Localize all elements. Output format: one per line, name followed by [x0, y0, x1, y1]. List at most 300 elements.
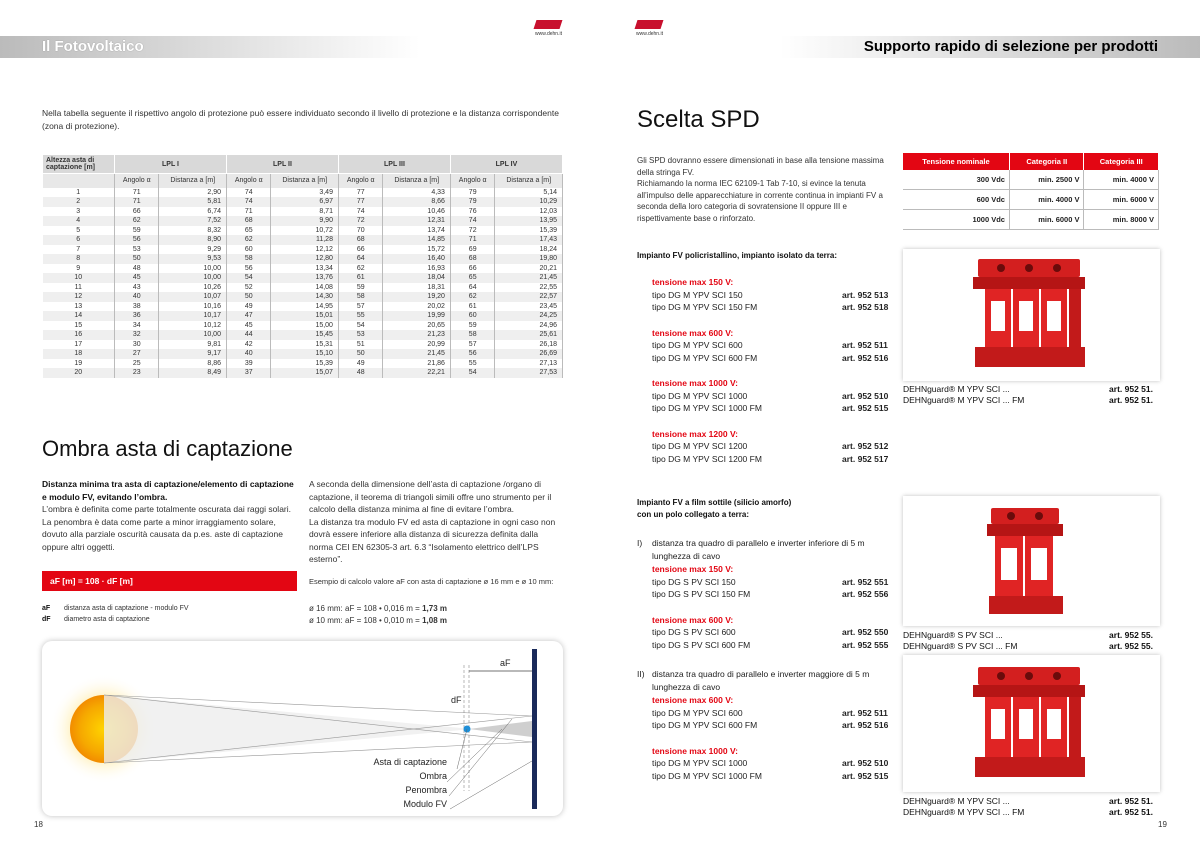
table-cell: 59: [115, 226, 159, 236]
col2-text2: La distanza tra modulo FV ed asta di captazione in ogni caso non dovrà essere inferiore alla distanza di sicurezza definita dalla norma CEI EN 62305-3 art. 6.3 “Isolamento elettrico dell’LPS esterno”.: [309, 516, 556, 564]
table-cell: 48: [338, 368, 382, 378]
table-cell: 56: [450, 349, 494, 359]
table-cell: 12,12: [271, 245, 339, 255]
note2: II) distanza tra quadro di parallelo e inverter maggiore di 5 m lunghezza di cavo: [637, 669, 870, 692]
table-cell: 72: [450, 226, 494, 236]
table-cell: min. 6000 V: [1084, 190, 1159, 210]
table-cell: 8,49: [159, 368, 227, 378]
table-cell: 13,74: [383, 226, 451, 236]
caption1: [903, 384, 1153, 406]
table-cell: 68: [338, 235, 382, 245]
table-cell: 74: [226, 188, 270, 198]
table-cell: min. 4000 V: [1084, 170, 1159, 190]
table-cell: 11: [43, 283, 115, 293]
table-cell: 8,86: [159, 359, 227, 369]
subheader-cell: Distanza a [m]: [271, 174, 339, 188]
table-cell: 52: [226, 283, 270, 293]
table-cell: 25: [115, 359, 159, 369]
table-cell: 12: [43, 292, 115, 302]
caption-row: DEHNguard® S PV SCI ... FM art. 952 55.: [903, 641, 1153, 651]
table-cell: 14: [43, 311, 115, 321]
table-cell: 62: [226, 235, 270, 245]
table-cell: 19: [43, 359, 115, 369]
table-cell: 10: [43, 273, 115, 283]
table-cell: 68: [450, 254, 494, 264]
table-cell: 17: [43, 340, 115, 350]
table-row: [903, 210, 1159, 230]
table-cell: 8: [43, 254, 115, 264]
table-cell: 77: [338, 197, 382, 207]
product-row: tipo DG S PV SCI 600 FM art. 952 555: [652, 639, 889, 650]
subheader-cell: Angolo α: [115, 174, 159, 188]
table-cell: 51: [338, 340, 382, 350]
table-cell: min. 2500 V: [1009, 170, 1084, 190]
table-cell: 25,61: [495, 330, 563, 340]
spd-text: [637, 155, 892, 224]
table-cell: 16: [43, 330, 115, 340]
example-text: Esempio di calcolo valore aF con asta di captazione ø 16 mm e ø 10 mm:: [309, 577, 554, 586]
table-cell: 24,96: [495, 321, 563, 331]
table-cell: 15: [43, 321, 115, 331]
table-cell: 19,20: [383, 292, 451, 302]
table-cell: 65: [226, 226, 270, 236]
table-cell: 3: [43, 207, 115, 217]
dehn-logo: www.dehn.it: [535, 20, 565, 40]
table-cell: 26,18: [495, 340, 563, 350]
pv-module: [532, 649, 537, 809]
table-row: [903, 190, 1159, 210]
table-cell: 4,33: [383, 188, 451, 198]
table-cell: 10,17: [159, 311, 227, 321]
table-cell: 9,17: [159, 349, 227, 359]
a-label: aF: [500, 658, 511, 668]
table-cell: 57: [450, 340, 494, 350]
table-cell: 17,43: [495, 235, 563, 245]
table-cell: 21,23: [383, 330, 451, 340]
diagram-label: Ombra: [419, 771, 447, 781]
table-cell: min. 6000 V: [1009, 210, 1084, 230]
table-cell: 9: [43, 264, 115, 274]
table-cell: 32: [115, 330, 159, 340]
table-cell: 30: [115, 340, 159, 350]
table-cell: 20: [43, 368, 115, 378]
table-cell: 600 Vdc: [903, 190, 1009, 210]
table-row: [43, 235, 563, 245]
product-row: tipo DG M YPV SCI 1000 art. 952 510: [652, 758, 889, 768]
table-cell: 9,81: [159, 340, 227, 350]
table-cell: 24,25: [495, 311, 563, 321]
table-cell: 43: [115, 283, 159, 293]
table-cell: 23,45: [495, 302, 563, 312]
caption-row: DEHNguard® M YPV SCI ... FM art. 952 51.: [903, 807, 1153, 817]
table-row: [43, 321, 563, 331]
table-cell: 61: [338, 273, 382, 283]
caption-row: DEHNguard® M YPV SCI ... art. 952 51.: [903, 384, 1153, 394]
table-row: [43, 273, 563, 283]
voltage-label: tensione max 150 V:: [652, 277, 734, 287]
table-cell: 15,10: [271, 349, 339, 359]
subheader-cell: Angolo α: [450, 174, 494, 188]
table-row: [43, 368, 563, 378]
table-cell: 27: [115, 349, 159, 359]
diagram-label: Asta di captazione: [373, 757, 447, 767]
table-cell: 15,39: [495, 226, 563, 236]
block1-heading: Impianto FV policristallino, impianto isolato da terra:: [637, 251, 838, 260]
table-cell: 12,31: [383, 216, 451, 226]
caption-row: DEHNguard® M YPV SCI ... FM art. 952 51.: [903, 395, 1153, 405]
table-cell: 300 Vdc: [903, 170, 1009, 190]
table-cell: 58: [226, 254, 270, 264]
caption2: [903, 630, 1153, 652]
product-row: tipo DG M YPV SCI 1000 FM art. 952 515: [652, 770, 889, 781]
block1-list: [652, 276, 892, 465]
table-cell: 40: [226, 349, 270, 359]
voltage-label: tensione max 1200 V:: [652, 428, 738, 439]
protection-angle-table: [42, 154, 563, 378]
product-row: tipo DG M YPV SCI 1000 art. 952 510: [652, 390, 889, 401]
table-row: [43, 359, 563, 369]
table-cell: 15,07: [271, 368, 339, 378]
table-cell: 14,08: [271, 283, 339, 293]
table-cell: 9,90: [271, 216, 339, 226]
table-cell: 64: [338, 254, 382, 264]
table-cell: 18,24: [495, 245, 563, 255]
table-cell: 66: [450, 264, 494, 274]
table-cell: 20,99: [383, 340, 451, 350]
group-header: LPL III: [338, 155, 450, 174]
table-cell: 19,80: [495, 254, 563, 264]
table-cell: 71: [115, 197, 159, 207]
d-label: dF: [451, 695, 462, 705]
table-cell: 48: [115, 264, 159, 274]
table-row: [43, 245, 563, 255]
ombra-heading: Ombra asta di captazione: [42, 436, 293, 461]
table-cell: 34: [115, 321, 159, 331]
group-header: LPL IV: [450, 155, 562, 174]
table-cell: 56: [115, 235, 159, 245]
group-header: LPL II: [226, 155, 338, 174]
table-cell: 3,49: [271, 188, 339, 198]
subheader-cell: Angolo α: [338, 174, 382, 188]
table-cell: 6,97: [271, 197, 339, 207]
calc-row: ø 10 mm: aF = 108 • 0,010 m = 1,08 m: [309, 616, 447, 625]
block2b-list: [652, 694, 892, 782]
calc-results: [309, 603, 447, 627]
shadow-area: [469, 721, 532, 737]
product-row: tipo DG M YPV SCI 600 art. 952 511: [652, 707, 888, 718]
table-cell: 11,28: [271, 235, 339, 245]
table-cell: 45: [115, 273, 159, 283]
table-cell: 14,95: [271, 302, 339, 312]
table-cell: 13,76: [271, 273, 339, 283]
product-row: tipo DG M YPV SCI 150 art. 952 513: [652, 289, 889, 300]
table-cell: 50: [115, 254, 159, 264]
caption-row: DEHNguard® M YPV SCI ... art. 952 51.: [903, 796, 1153, 806]
voltage-label: tensione max 1000 V:: [652, 745, 738, 756]
table-cell: 50: [338, 349, 382, 359]
table-cell: 62: [450, 292, 494, 302]
table-cell: 66: [338, 245, 382, 255]
table-cell: 59: [450, 321, 494, 331]
table-cell: 74: [226, 197, 270, 207]
table-cell: 69: [450, 245, 494, 255]
table-cell: 54: [338, 321, 382, 331]
subheader-cell: Angolo α: [226, 174, 270, 188]
table-row: [43, 292, 563, 302]
table-cell: 12,03: [495, 207, 563, 217]
table-cell: 21,45: [383, 349, 451, 359]
product-row: tipo DG M YPV SCI 600 FM art. 952 516: [652, 720, 889, 730]
page-number: 19: [1158, 820, 1167, 829]
table-row: [43, 254, 563, 264]
table-cell: 37: [226, 368, 270, 378]
table-row: [43, 197, 563, 207]
table-cell: 15,72: [383, 245, 451, 255]
table-cell: 44: [226, 330, 270, 340]
table-cell: 79: [450, 197, 494, 207]
table-cell: 22,21: [383, 368, 451, 378]
table-cell: 27,13: [495, 359, 563, 369]
table-cell: 58: [338, 292, 382, 302]
table-cell: 6: [43, 235, 115, 245]
ombra-col2: [309, 478, 564, 566]
formula-legend: [42, 603, 189, 625]
table-cell: 13,95: [495, 216, 563, 226]
shadow-diagram: [42, 641, 563, 816]
table-cell: 61: [450, 302, 494, 312]
light-rays: [104, 695, 472, 763]
table-cell: 76: [450, 207, 494, 217]
table-row: [43, 311, 563, 321]
table-cell: 8,71: [271, 207, 339, 217]
table-cell: 49: [226, 302, 270, 312]
scelta-heading: Scelta SPD: [637, 106, 760, 133]
table-cell: 23: [115, 368, 159, 378]
table-cell: 27,53: [495, 368, 563, 378]
table-cell: 15,00: [271, 321, 339, 331]
table-cell: 10,00: [159, 264, 227, 274]
table-row: [43, 188, 563, 198]
table-cell: 10,16: [159, 302, 227, 312]
table-cell: 8,32: [159, 226, 227, 236]
table-cell: 15,31: [271, 340, 339, 350]
table-row: [43, 207, 563, 217]
table-cell: 60: [226, 245, 270, 255]
table-cell: 5,81: [159, 197, 227, 207]
table-cell: 8,90: [159, 235, 227, 245]
table-cell: 20,02: [383, 302, 451, 312]
product-row: tipo DG M YPV SCI 600 FM art. 952 516: [652, 352, 889, 363]
section-title: Il Fotovoltaico: [42, 38, 144, 55]
table-cell: 10,00: [159, 273, 227, 283]
table-row: [43, 330, 563, 340]
table-cell: 18,31: [383, 283, 451, 293]
table-cell: min. 8000 V: [1084, 210, 1159, 230]
table-cell: 5: [43, 226, 115, 236]
table-cell: 4: [43, 216, 115, 226]
table-cell: 57: [338, 302, 382, 312]
table-cell: 79: [450, 188, 494, 198]
table-cell: 45: [226, 321, 270, 331]
page-number: 18: [34, 820, 43, 829]
table-cell: 53: [338, 330, 382, 340]
table-cell: 54: [450, 368, 494, 378]
subheader-cell: Distanza a [m]: [383, 174, 451, 188]
note1: I) distanza tra quadro di parallelo e inverter inferiore di 5 m lunghezza di cavo: [637, 538, 865, 561]
table-cell: 9,53: [159, 254, 227, 264]
table-cell: 50: [226, 292, 270, 302]
table-cell: 10,26: [159, 283, 227, 293]
table-row: [43, 302, 563, 312]
table-cell: 66: [115, 207, 159, 217]
table-cell: 12,80: [271, 254, 339, 264]
product-row: tipo DG M YPV SCI 1200 FM art. 952 517: [652, 453, 889, 464]
table-row: [43, 216, 563, 226]
section-title: Supporto rapido di selezione per prodotti: [863, 38, 1158, 55]
table-cell: 20,21: [495, 264, 563, 274]
table-cell: 26,69: [495, 349, 563, 359]
cat-header: Categoria III: [1084, 153, 1159, 170]
table-cell: 10,29: [495, 197, 563, 207]
table-cell: 15,39: [271, 359, 339, 369]
calc-row: ø 16 mm: aF = 108 • 0,016 m = 1,73 m: [309, 604, 447, 613]
legend-row: dF diametro asta di captazione: [42, 616, 150, 623]
table-cell: 13,34: [271, 264, 339, 274]
table-cell: 59: [338, 283, 382, 293]
table-cell: 74: [338, 207, 382, 217]
table-row: [43, 264, 563, 274]
spd-paragraph: Gli SPD dovranno essere dimensionati in base alla tensione massima della stringa FV.: [637, 156, 884, 177]
table-cell: 71: [226, 207, 270, 217]
table-cell: 5,14: [495, 188, 563, 198]
table-cell: 54: [226, 273, 270, 283]
subheader-cell: Distanza a [m]: [495, 174, 563, 188]
voltage-label: tensione max 600 V:: [652, 695, 734, 705]
table-cell: 22,57: [495, 292, 563, 302]
table-cell: 10,07: [159, 292, 227, 302]
table-cell: 56: [226, 264, 270, 274]
table-cell: 70: [338, 226, 382, 236]
caption3: [903, 796, 1153, 818]
table-cell: 62: [338, 264, 382, 274]
table-cell: 47: [226, 311, 270, 321]
spd-paragraph: Richiamando la norma IEC 62109-1 Tab 7-10, si evince la tenuta all’impulso delle apparecchiature in corrente continua in impianti FV a seconda della loro categoria di sovratensione II oppure III e rispettivamente base o rinforzato.: [637, 179, 883, 223]
table-cell: 7,52: [159, 216, 227, 226]
table-cell: 42: [226, 340, 270, 350]
voltage-label: tensione max 600 V:: [652, 614, 734, 625]
product-image: [903, 249, 1160, 381]
table-row: [43, 226, 563, 236]
table-cell: 68: [226, 216, 270, 226]
table-cell: 53: [115, 245, 159, 255]
table-cell: 10,72: [271, 226, 339, 236]
category-table: [903, 153, 1159, 230]
product-row: tipo DG S PV SCI 600 art. 952 550: [652, 627, 889, 637]
group-header: LPL I: [115, 155, 227, 174]
table-cell: 20,65: [383, 321, 451, 331]
block2-heading: Impianto FV a film sottile (silicio amorfo) con un polo collegato a terra:: [637, 498, 792, 519]
product-row: tipo DG M YPV SCI 1200 art. 952 512: [652, 441, 889, 451]
product-row: tipo DG M YPV SCI 1000 FM art. 952 515: [652, 403, 889, 413]
table-row: [43, 349, 563, 359]
table-cell: 13: [43, 302, 115, 312]
product-row: tipo DG M YPV SCI 150 FM art. 952 518: [652, 302, 889, 312]
table-cell: 49: [338, 359, 382, 369]
table-cell: 62: [115, 216, 159, 226]
table-cell: 55: [450, 359, 494, 369]
legend-row: aF distanza asta di captazione - modulo FV: [42, 605, 189, 612]
table-cell: 9,29: [159, 245, 227, 255]
formula-box: aF [m] = 108 · dF [m]: [42, 571, 297, 591]
table-row: [43, 283, 563, 293]
diagram-label: Penombra: [405, 785, 447, 795]
table-cell: 18,04: [383, 273, 451, 283]
table-cell: 19,99: [383, 311, 451, 321]
diagram-label: Modulo FV: [403, 799, 447, 809]
table-cell: 71: [450, 235, 494, 245]
table-cell: 77: [338, 188, 382, 198]
table-row: [903, 170, 1159, 190]
voltage-label: tensione max 600 V:: [652, 327, 734, 338]
table-cell: min. 4000 V: [1009, 190, 1084, 210]
table-cell: 10,12: [159, 321, 227, 331]
table-cell: 8,66: [383, 197, 451, 207]
table-cell: 18: [43, 349, 115, 359]
product-image: [903, 655, 1160, 792]
table-cell: 15,01: [271, 311, 339, 321]
table-cell: 14,85: [383, 235, 451, 245]
table-cell: 72: [338, 216, 382, 226]
table-cell: 21,86: [383, 359, 451, 369]
lead-bold: Distanza minima tra asta di captazione/elemento di captazione e modulo FV, evitando l’ombra.: [42, 479, 294, 502]
product-row: tipo DG S PV SCI 150 art. 952 551: [652, 576, 889, 587]
table-cell: 10,00: [159, 330, 227, 340]
table-cell: 39: [226, 359, 270, 369]
subheader-cell: Distanza a [m]: [159, 174, 227, 188]
block2a-list: [652, 563, 892, 651]
table-cell: 15,45: [271, 330, 339, 340]
table-cell: 40: [115, 292, 159, 302]
lead-text: L’ombra è definita come parte totalmente oscurata dai raggi solari. La penombra è data come parte a minor irraggiamento solare, dovuto alla parziale oscurità causata da p.es. aste di captazione oppure altri oggetti.: [42, 504, 291, 552]
table-cell: 14,30: [271, 292, 339, 302]
table-cell: 65: [450, 273, 494, 283]
table-row: [43, 340, 563, 350]
cat-header: Tensione nominale: [903, 153, 1009, 170]
table-cell: 7: [43, 245, 115, 255]
table-cell: 16,40: [383, 254, 451, 264]
table-cell: 71: [115, 188, 159, 198]
table-cell: 6,74: [159, 207, 227, 217]
table-cell: 1: [43, 188, 115, 198]
ombra-lead: [42, 478, 297, 553]
dehn-logo: www.dehn.it: [636, 20, 666, 40]
col-height: Altezza asta di captazione [m]: [43, 155, 115, 174]
table-cell: 64: [450, 283, 494, 293]
table-cell: 60: [450, 311, 494, 321]
table-cell: 36: [115, 311, 159, 321]
product-row: tipo DG S PV SCI 150 FM art. 952 556: [652, 589, 889, 599]
table-cell: 2,90: [159, 188, 227, 198]
voltage-label: tensione max 1000 V:: [652, 378, 738, 388]
table-cell: 74: [450, 216, 494, 226]
table-cell: 55: [338, 311, 382, 321]
table-cell: 2: [43, 197, 115, 207]
table-cell: 16,93: [383, 264, 451, 274]
table-cell: 58: [450, 330, 494, 340]
table-cell: 1000 Vdc: [903, 210, 1009, 230]
cat-header: Categoria II: [1009, 153, 1084, 170]
table-cell: 21,45: [495, 273, 563, 283]
